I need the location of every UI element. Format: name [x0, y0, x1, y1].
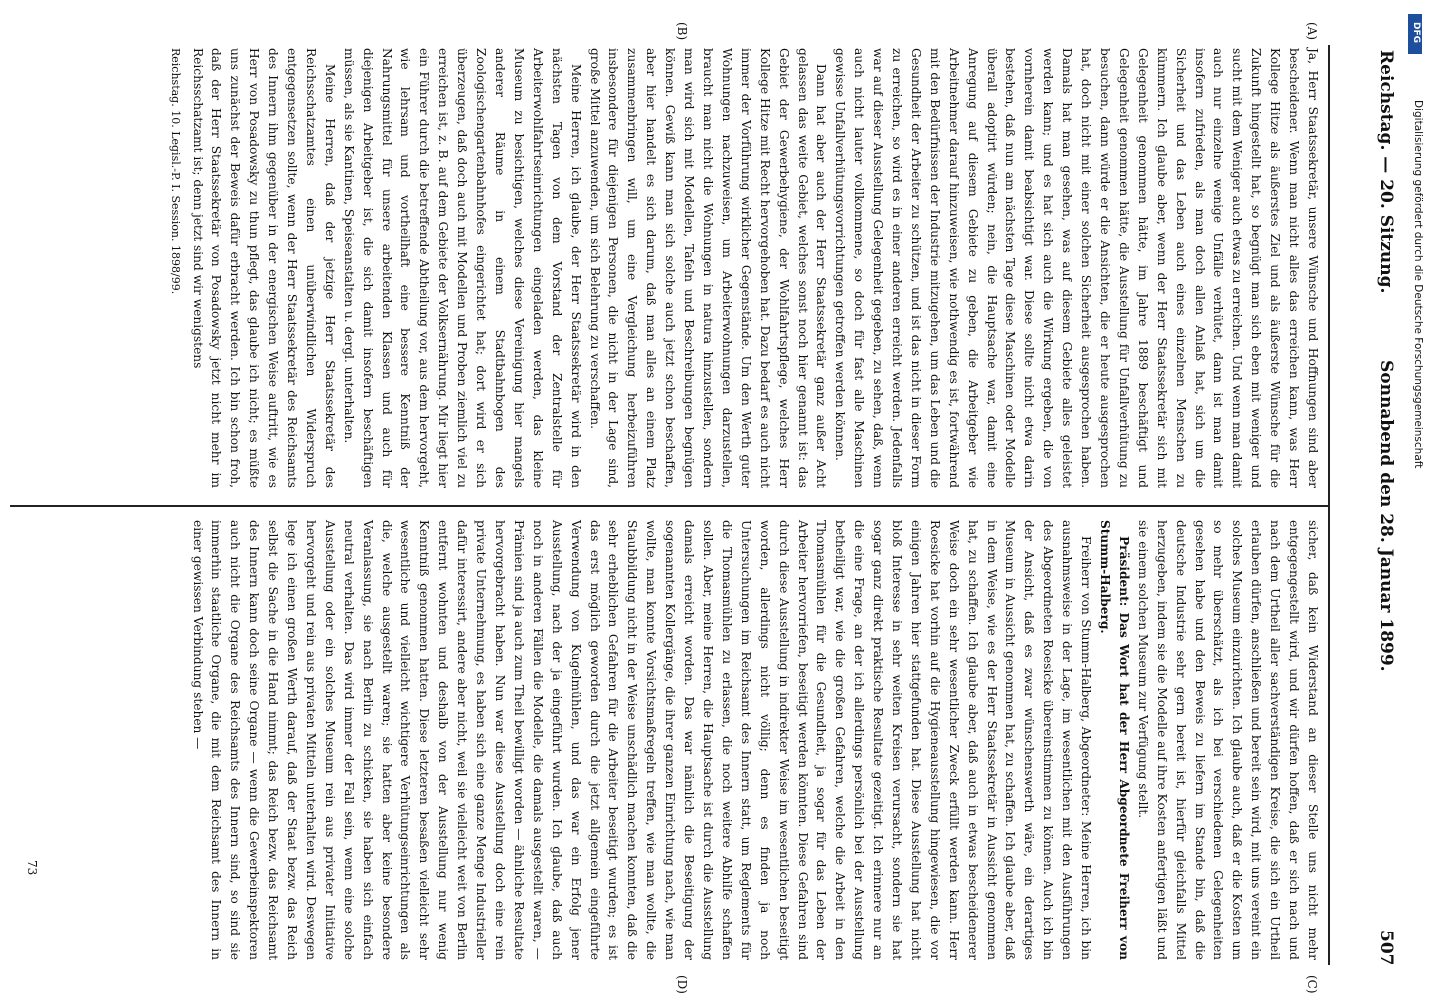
- digitization-note: Digitalisierung gefördert durch die Deutsche Forschungsgemeinschaft: [1412, 100, 1424, 469]
- right-column: [188, 520, 1322, 960]
- column-divider: [10, 505, 1330, 507]
- paragraph: sicher, daß kein Widerstand an dieser Stelle uns nicht mehr entgegengestellt wird, und wir dürfen hoffen, daß er sich nach und nach dem Urtheil aller sachverständigen Kreise, die sich ein Urtheil erlauben dürfen, anschließen und bereit sein wird, mit uns vereint ein solches Museum einzurichten. Ich glaube auch, daß er die Kosten um so mehr überschätzt, als ich bei verschiedenen Gelegenheiten gesehen habe und den Beweis zu liefern im Stande bin, daß die deutsche Industrie sehr gern bereit ist, hierfür gleichfalls Mittel herzugeben, indem sie die Modelle auf ihre Kosten anfertigen läßt und sie einem solchen Museum zur Verfügung stellt.: [1135, 520, 1320, 960]
- page-number: 507: [1376, 930, 1396, 966]
- speaker-paragraph: Präsident: Das Wort hat der Herr Abgeordnete Freiherr von Stumm-Halberg.: [1098, 520, 1131, 960]
- margin-marker-d: (D): [675, 975, 689, 994]
- margin-marker-c: (C): [1305, 975, 1319, 994]
- paragraph: Freiherr von Stumm-Halberg, Abgeordneter: Meine Herren, ich bin ausnahmsweise in der Lage, im wesentlichen mit den Ausführungen des Abgeordneten Roesicke übereinstimmen zu können. Auch ich bin der Ansicht, daß es zwar wünschenswerth wäre, ein derartiges Museum in Aussicht genommen hat, zu schaffen. Ich glaube aber, daß in dem Weise, wie es der Herr Staatssekretär in Aussicht genommen hat, zu schaffen. Ich glaube aber, daß auch in etwas bescheidenerer Weise doch ein sehr wesentlicher Zweck erfüllt werden kann. Herr Roesicke hat vorhin auf die Hygieneausstellung hingewiesen, die vor einigen Jahren hier stattgefunden hat. Diese Ausstellung hat nicht bloß Interesse in sehr weiten Kreisen verursacht, sondern sie hat sogar ganz direkt praktische Resultate gezeitigt. Ich erinnere nur an die eine Frage, an der ich allerdings persönlich bei der Ausstellung betheiligt war, wie die großen Gefahren, welche die Arbeit in den Thomasmühlen für die Gesundheit, ja sogar für das Leben der Arbeiter hervorriefen, beseitigt werden könnten. Diese Gefahren sind durch diese Ausstellung in indirekter Weise im wesentlichen beseitigt worden, allerdings nicht völlig; denn es finden ja noch Untersuchungen im Reichsamt des Innern statt, um Reglements für die Thomasmühlen zu erlassen, die noch weitere Abhilfe schaffen sollen. Aber, meine Herren, die Hauptsache ist durch die Ausstellung damals erreicht worden. Das war nämlich die Beseitigung der sogenannten Kollergänge, die ihrer ganzen Einrichtung nach, wie man wollte, man konnte Vorsichtsmaßregeln treffen, wie man wollte, die Staubbildung nicht in der Weise unschädlich machen konnten, daß die sehr erheblichen Gefahren für die Arbeiter beseitigt wurden; es ist das erst möglich geworden durch die jetzt allgemein eingeführte Verwendung von Kugelmühlen, und das war ein Erfolg jener Ausstellung, nach der ja eingeführt wurden. Ich glaube, daß auch noch in anderen Fällen die Modelle, die damals ausgestellt waren, — Prämien sind ja auch zum Theil bewilligt worden — ähnliche Resultate hervorgebracht haben. Nun war diese Ausstellung doch eine rein private Unternehmung, es haben sich eine ganze Menge Industrieller dafür interessirt, andere aber nicht, weil sie vielleicht weit von Berlin entfernt wohnten und deshalb von der Ausstellung nur wenig Kenntniß genommen hatten. Diese letzteren besaßen vielleicht sehr wesentliche und vielleicht wichtigere Verhütungseinrichtungen als die, welche ausgestellt waren; sie hatten aber keine besondere Veranlassung, sie nach Berlin zu schicken, sie haben sich einfach neutral verhalten. Das wird immer der Fall sein, wenn eine solche Ausstellung oder ein solches Museum rein aus privater Initiative hervorgeht und rein aus privaten Mitteln unterhalten wird. Deswegen lege ich einen großen Werth darauf, daß der Staat bezw. das Reich selbst die Sache in die Hand nimmt; das Reich bezw. das Reichsamt des Innern kann doch seine Organe — wenn die Gewerbeinspektoren auch nicht die Organe des Reichsamts des Innern sind, so sind sie immerhin staatliche Organe, die mit dem Reichsamt des Innern in einer gewissen Verbindung stehen —: [190, 520, 1094, 960]
- paragraph: Meine Herren, ich glaube, der Herr Staatssekretär wird in den nächsten Tagen von dem Vorstand der Zentralstelle für Arbeiterwohlfahrtseinrichtungen eingeladen werden, das kleine Museum zu besichtigen, welches diese Vereinigung hier mangels anderer Räume in einem Stadtbahnbogen des Zoologischengartenbahnhofes eingerichtet hat; dort wird er sich überzeugen, daß doch auch mit Modellen und Proben ziemlich viel zu erreichen ist, z. B. auf dem Gebiete der Volksernährung. Mir liegt hier ein Führer durch die betreffende Abtheilung vor, aus dem hervorgeht, wie lehrsam und vortheilhaft eine bessere Kenntniß der Nahrungsmittel für unsere arbeitenden Klassen und auch für diejenigen Arbeitgeber ist, die sich damit insofern beschäftigen müssen, als sie Kantinen, Speiseanstalten u. dergl. unterhalten.: [341, 48, 583, 488]
- paragraph: Dann hat aber auch der Herr Staatssekretär ganz außer Acht gelassen das weite Gebiet, welches sonst noch hier genannt ist: das Gebiet der Gewerbehygiene, der Wohlfahrtspflege, welches Herr Kollege Hitze mit Recht hervorgehoben hat. Dazu bedarf es auch nicht immer der Vorführung wirklicher Gegenstände. Um den Werth guter Wohnungen nachzuweisen, um Arbeiterwohnungen darzustellen, braucht man nicht die Wohnungen in natura hinzustellen, sondern man wird sich mit Modellen, Tafeln und Beschreibungen begnügen können. Gewiß kann man sich solche auch jetzt schon beschaffen, aber hier handelt es sich darum, daß man alles an einem Platz zusammenbringen will, um eine Vergleichung herbeizuführen insbesondere für diejenigen Personen, die nicht in der Lage sind, große Mittel anzuwenden, um sich Belehrung zu verschaffen.: [587, 48, 829, 488]
- dfg-logo: DFG: [1408, 14, 1422, 54]
- sheet-signature: 73: [25, 860, 39, 876]
- left-column: [165, 48, 1322, 488]
- running-header-left: Reichstag. — 20. Sitzung.: [1376, 50, 1396, 294]
- margin-marker-b: (B): [675, 22, 689, 41]
- session-footnote: Reichstag. 10. Legisl.-P. I. Session. 1898/99.: [168, 48, 182, 295]
- digitization-strip: [1398, 10, 1430, 990]
- margin-marker-a: (A): [1305, 22, 1319, 41]
- paragraph: Meine Herren, daß der jetzige Herr Staatssekretär des Reichsschatzamtes einen unüberwindlichen Widerspruch entgegensetzen sollte, wenn der Herr Staatssekretär des Reichsamts des Innern ihm gegenüber in der energischen Weise auftritt, wie es Herr von Posadowsky zu thun pflegt, das glaube ich nicht; es müßte uns zunächst der Beweis dafür erbracht werden. Ich bin schon froh, daß der Herr Staatssekretär von Posadowsky jetzt nicht mehr im Reichsschatzamt ist; denn jetzt sind wir wenigstens: [190, 48, 337, 488]
- paragraph: Ja, Herr Staatssekretär, unsere Wünsche und Hoffnungen sind aber bescheidener. Wenn man nicht alles das erreichen kann, was Herr Kollege Hitze als äußerstes Ziel und als äußerste Wünsche für die Zukunft hingestellt hat, so begnügt man sich eben mit weniger und sucht mit dem Weniger auch etwas zu erreichen. Und wenn man damit auch nur einzelne wenige Unfälle verhütet, dann ist man damit insofern zufrieden, als man doch allen Anlaß hat, sich um die Sicherheit und das Leben auch eines einzelnen Menschen zu kümmern. Ich glaube aber, wenn der Herr Staatssekretär sich mit Gelegenheit genommen hätte, im Jahre 1889 beschäftigt und Gelegenheit genommen hätte, die Ausstellung für Unfallverhütung zu besuchen, dann würde er die Ansichten, die er heute ausgesprochen hat, doch nicht mit einer solchen Sicherheit ausgesprochen haben. Damals hat man gesehen, was auf diesem Gebiete alles geleistet werden kann; und es hat sich auch die Wirkung ergeben, die von vornherein damit beabsichtigt war. Diese sollte nicht etwa darin bestehen, daß nun am nächsten Tage diese Maschinen oder Modelle überall adoptirt würden; nein, die Hauptsache war, damit eine Anregung auf diesem Gebiete zu geben, die Arbeitgeber wie Arbeitnehmer darauf hinzuweisen, wie nothwendig es ist, fortwährend mit den Bedürfnissen der Industrie mitzugehen, um das Leben und die Gesundheit der Arbeiter zu schützen, und ist das nicht in dieser Form zu erreichen, so wird es in einer anderen erreicht werden. Jedenfalls war auf dieser Ausstellung Gelegenheit gegeben, zu sehen, daß, wenn auch nicht lauter vollkommene, so doch für fast alle Maschinen gewisse Unfallverhütungsvorrichtungen getroffen werden können.: [833, 48, 1320, 488]
- running-header-date: Sonnabend den 28. Januar 1899.: [1376, 360, 1396, 672]
